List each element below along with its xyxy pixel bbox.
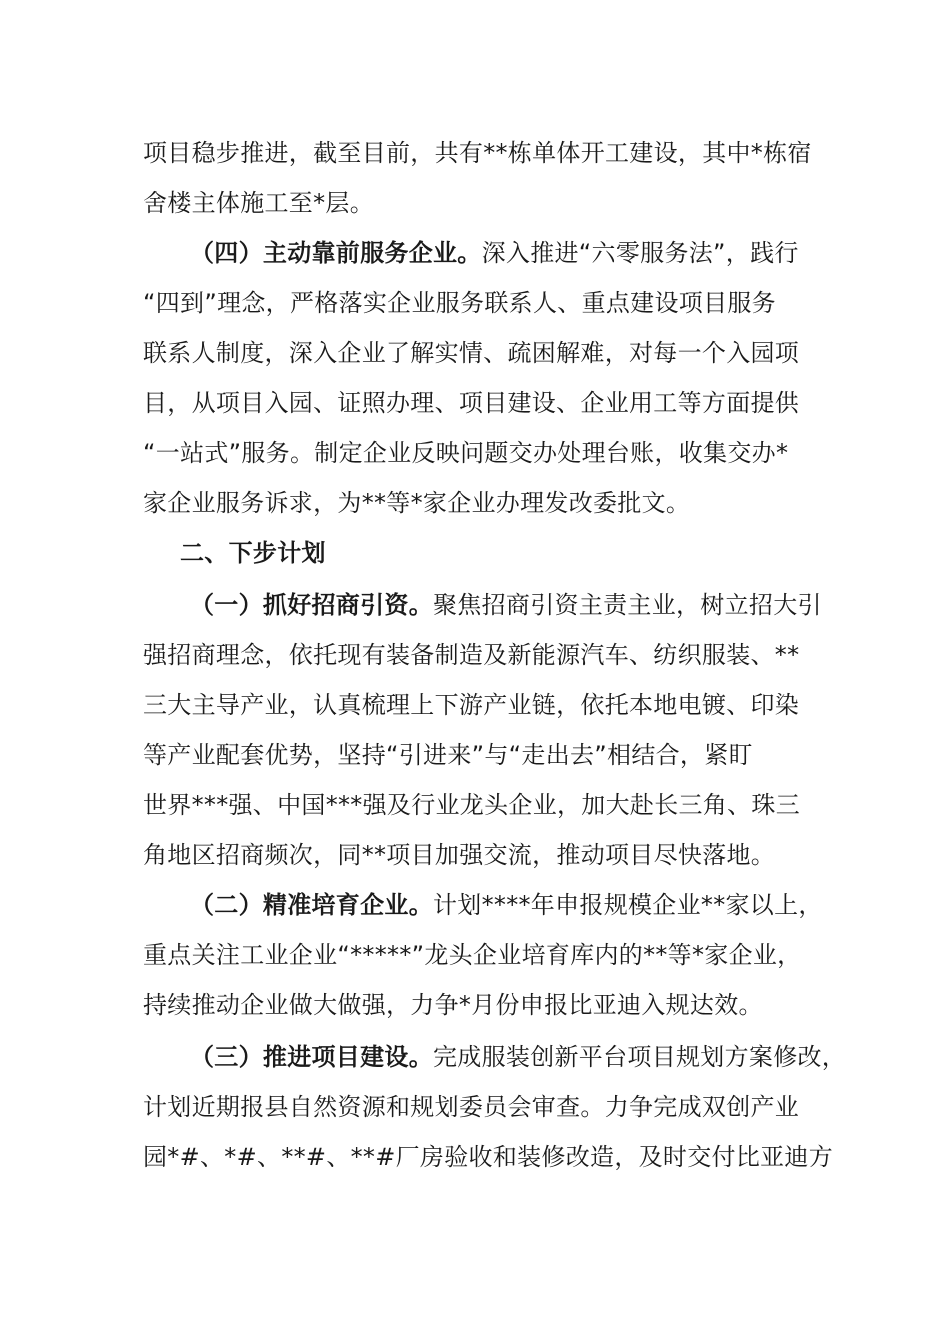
text-line: 舍楼主体施工至*层。	[143, 189, 374, 217]
paragraph-first-line	[190, 238, 870, 268]
text-line: 项目稳步推进，截至目前，共有**栋单体开工建设，其中*栋宿	[143, 139, 812, 167]
text-line: 强招商理念，依托现有装备制造及新能源汽车、纺织服装、**	[143, 641, 800, 669]
text-line: “四到”理念，严格落实企业服务联系人、重点建设项目服务	[143, 289, 776, 317]
paragraph-heading: （一）抓好招商引资。	[190, 591, 433, 619]
paragraph-heading: （三）推进项目建设。	[190, 1043, 433, 1071]
text-line: 园*#、*#、**#、**#厂房验收和装修改造，及时交付比亚迪方	[143, 1143, 834, 1171]
text-line: 角地区招商频次，同**项目加强交流，推动项目尽快落地。	[143, 841, 776, 869]
text-line: 等产业配套优势，坚持“引进来”与“走出去”相结合，紧盯	[143, 741, 753, 769]
text-line: 联系人制度，深入企业了解实情、疏困解难，对每一个入园项	[143, 339, 800, 367]
paragraph-heading: （二）精准培育企业。	[190, 891, 433, 919]
text-run: 深入推进“六零服务法”，践行	[481, 239, 799, 267]
section-title: 二、下步计划	[180, 539, 326, 567]
paragraph-heading: （四）主动靠前服务企业。	[190, 239, 482, 267]
text-line: 持续推动企业做大做强，力争*月份申报比亚迪入规达效。	[143, 991, 763, 1019]
paragraph-first-line	[190, 1042, 870, 1072]
text-run: 完成服装创新平台项目规划方案修改，	[433, 1043, 847, 1071]
paragraph-first-line	[190, 590, 870, 620]
text-line: 计划近期报县自然资源和规划委员会审查。力争完成双创产业	[143, 1093, 800, 1121]
paragraph-first-line	[190, 890, 870, 920]
text-line: “一站式”服务。制定企业反映问题交办处理台账，收集交办*	[143, 439, 789, 467]
text-line: 目，从项目入园、证照办理、项目建设、企业用工等方面提供	[143, 389, 800, 417]
text-line: 三大主导产业，认真梳理上下游产业链，依托本地电镀、印染	[143, 691, 800, 719]
text-line: 家企业服务诉求，为**等*家企业办理发改委批文。	[143, 489, 691, 517]
text-line: 重点关注工业企业“*****”龙头企业培育库内的**等*家企业，	[143, 941, 802, 969]
text-run: 计划****年申报规模企业**家以上，	[433, 891, 823, 919]
text-run: 聚焦招商引资主责主业，树立招大引	[433, 591, 822, 619]
text-line: 世界***强、中国***强及行业龙头企业，加大赴长三角、珠三	[143, 791, 800, 819]
